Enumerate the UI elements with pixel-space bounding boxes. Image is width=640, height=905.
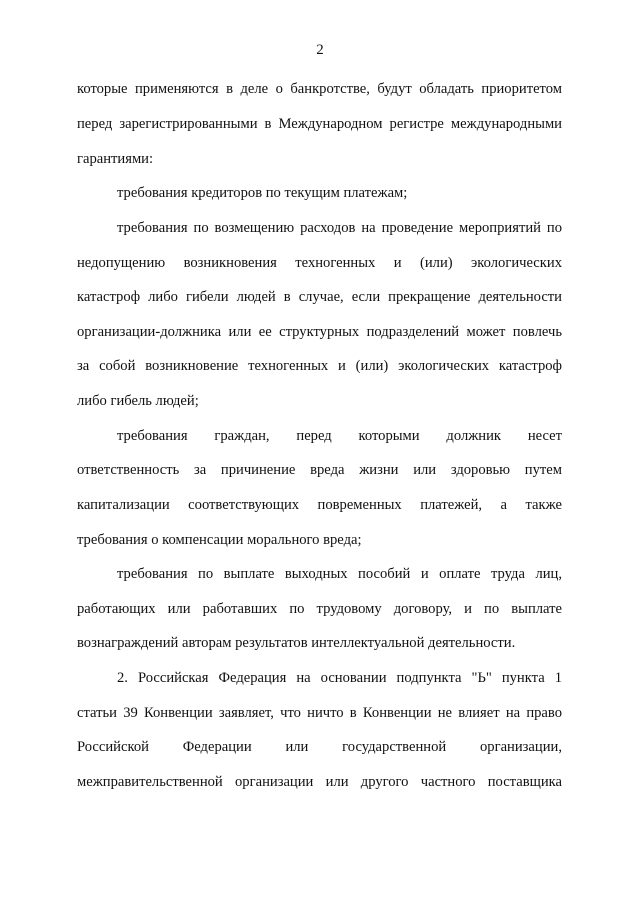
text-line: недопущению возникновения техногенных и (или) экологических xyxy=(77,255,562,271)
page-number: 2 xyxy=(316,42,324,58)
text-line: статьи 39 Конвенции заявляет, что ничто в Конвенции не влияет на право xyxy=(77,705,562,721)
text-line: требования о компенсации морального вреда; xyxy=(77,532,362,548)
text-line: которые применяются в деле о банкротстве, будут обладать приоритетом xyxy=(77,81,562,97)
text-line: гарантиями: xyxy=(77,151,154,167)
text-line: требования кредиторов по текущим платежам; xyxy=(117,185,408,201)
text-line: за собой возникновение техногенных и (или) экологических катастроф xyxy=(77,358,562,374)
text-line: требования граждан, перед которыми должник несет xyxy=(117,428,562,444)
text-line: организации-должника или ее структурных подразделений может повлечь xyxy=(77,324,562,340)
text-line: требования по выплате выходных пособий и оплате труда лиц, xyxy=(117,566,562,582)
text-line: работающих или работавших по трудовому договору, и по выплате xyxy=(77,601,562,617)
text-line: вознаграждений авторам результатов интеллектуальной деятельности. xyxy=(77,635,516,651)
text-line: капитализации соответствующих повременных платежей, а также xyxy=(77,497,562,513)
text-line: межправительственной организации или другого частного поставщика xyxy=(77,774,562,790)
text-line: перед зарегистрированными в Международном регистре международными xyxy=(77,116,562,132)
text-line: ответственность за причинение вреда жизни или здоровью путем xyxy=(77,462,562,478)
text-line: катастроф либо гибели людей в случае, если прекращение деятельности xyxy=(77,289,562,305)
text-line: 2. Российская Федерация на основании подпункта "Ь" пункта 1 xyxy=(117,670,562,686)
text-line: требования по возмещению расходов на проведение мероприятий по xyxy=(117,220,562,236)
text-line: Российской Федерации или государственной организации, xyxy=(77,739,562,755)
text-line: либо гибель людей; xyxy=(77,393,199,409)
